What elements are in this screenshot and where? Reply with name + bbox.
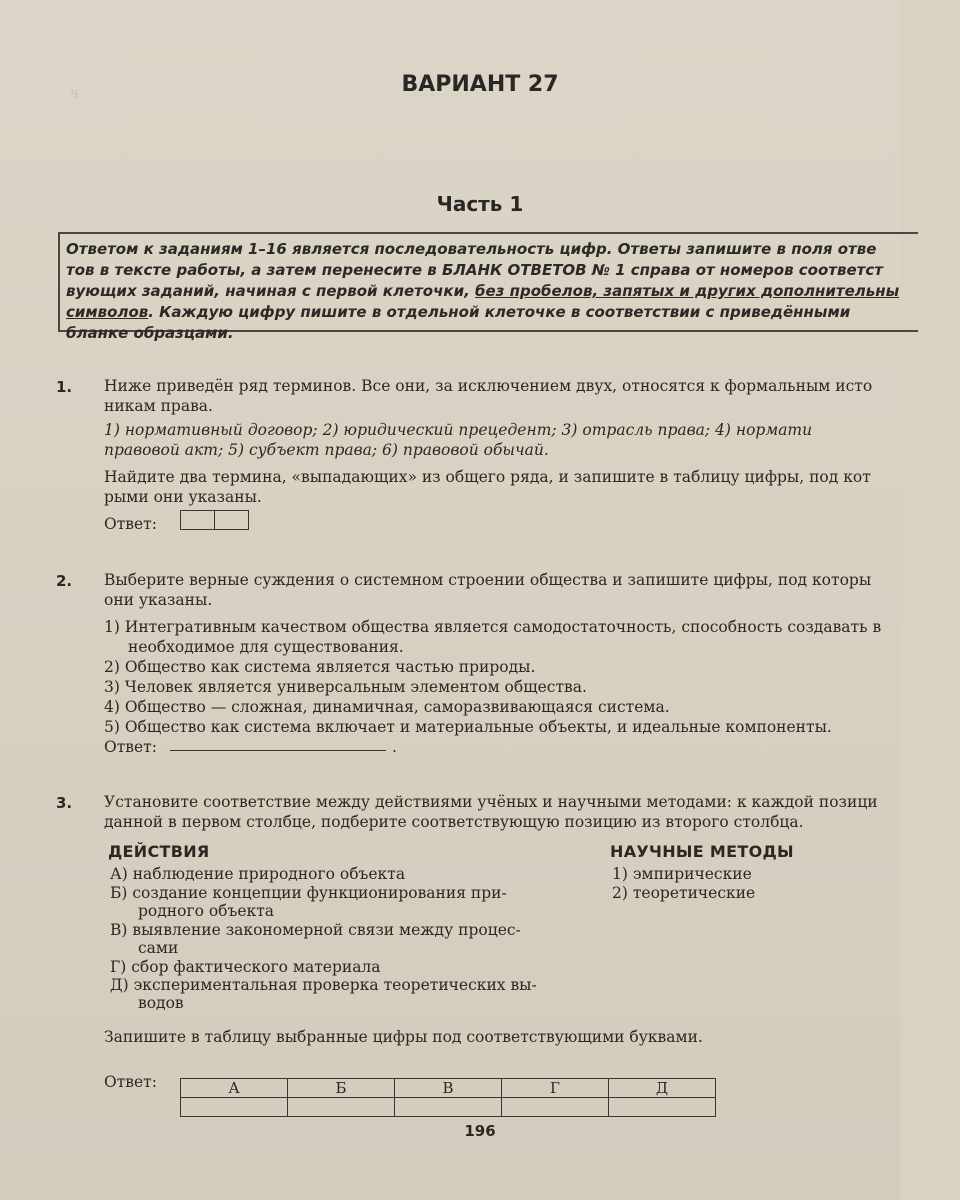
answer-table-header: В — [395, 1079, 502, 1098]
action-item-cont: сами — [138, 939, 179, 957]
answer-table-header: Б — [288, 1079, 395, 1098]
answer-cell-1[interactable] — [180, 510, 215, 530]
instructions-text: вующих заданий, начиная с первой клеточки, — [66, 282, 476, 300]
instructions-box — [58, 232, 918, 342]
answer-table-header: Д — [609, 1079, 716, 1098]
instructions-text: . Каждую цифру пишите в отдельной клеточке в соответствии с приведёнными — [148, 303, 851, 321]
question-text: Установите соответствие между действиями учёных и научными методами: к каждой позици — [104, 793, 878, 811]
option-5: 5) Общество как система включает и материальные объекты, и идеальные компоненты. — [104, 718, 832, 736]
instructions-line — [66, 302, 918, 323]
answer-cell-2[interactable] — [214, 510, 249, 530]
question-text: данной в первом столбце, подберите соответствующую позицию из второго столбца. — [104, 813, 804, 831]
method-item: 1) эмпирические — [612, 865, 752, 883]
instructions-underlined: символов — [66, 303, 149, 321]
actions-column-title: ДЕЙСТВИЯ — [108, 842, 210, 861]
option-4: 4) Общество — сложная, динамичная, саморазвивающаяся система. — [104, 698, 670, 716]
methods-column-title: НАУЧНЫЕ МЕТОДЫ — [610, 842, 794, 861]
variant-title: ВАРИАНТ 27 — [401, 72, 559, 97]
option-1: 1) Интегративным качеством общества является самодостаточность, способность создавать в — [104, 618, 882, 636]
action-item-cont: водов — [138, 994, 184, 1012]
task-text: рыми они указаны. — [104, 488, 262, 506]
question-text: Выберите верные суждения о системном строении общества и запишите цифры, под которы — [104, 571, 872, 589]
question-number: 3. — [56, 794, 73, 812]
terms-list: правовой акт; 5) субъект права; 6) правовой обычай. — [104, 441, 549, 459]
question-text: они указаны. — [104, 591, 213, 609]
bleed-through-text: ч . . . . . . . . . . . . . . . . . . . . . . . . . . . . . . . . . . . . . . . . . . . — [70, 86, 434, 101]
answer-table-header: А — [181, 1079, 288, 1098]
question-number: 2. — [56, 572, 73, 590]
instructions-underlined: без пробелов, запятых и других дополнительны — [475, 282, 900, 300]
task-text: Запишите в таблицу выбранные цифры под соответствующими буквами. — [104, 1028, 703, 1046]
option-2: 2) Общество как система является частью природы. — [104, 658, 536, 676]
question-text: никам права. — [104, 397, 213, 415]
answer-line-input[interactable] — [170, 750, 386, 751]
answer-label: Ответ: — [104, 738, 157, 756]
action-item: Г) сбор фактического материала — [110, 958, 381, 976]
action-item: Д) экспериментальная проверка теоретических вы- — [110, 976, 537, 994]
question-text: Ниже приведён ряд терминов. Все они, за исключением двух, относятся к формальным исто — [104, 377, 873, 395]
answer-table-header: Г — [502, 1079, 609, 1098]
page-number: 196 — [464, 1122, 496, 1140]
option-3: 3) Человек является универсальным элементом общества. — [104, 678, 587, 696]
part-title: Часть 1 — [436, 192, 524, 216]
answer-table — [180, 1078, 716, 1117]
instructions-line: Ответом к заданиям 1–16 является последовательность цифр. Ответы запишите в поля отве — [66, 240, 877, 258]
answer-dot: . — [392, 738, 397, 756]
answer-label: Ответ: — [104, 515, 157, 533]
method-item: 2) теоретические — [612, 884, 756, 902]
instructions-line: тов в тексте работы, а затем перенесите в БЛАНК ОТВЕТОВ № 1 справа от номеров соответст — [66, 261, 883, 279]
answer-table-cell[interactable] — [288, 1098, 395, 1117]
option-1-cont: необходимое для существования. — [128, 638, 404, 656]
action-item: Б) создание концепции функционирования при- — [110, 884, 507, 902]
question-number: 1. — [56, 378, 73, 396]
action-item: А) наблюдение природного объекта — [110, 865, 406, 883]
action-item-cont: родного объекта — [138, 902, 275, 920]
instructions-line: бланке образцами. — [66, 324, 234, 342]
terms-list: 1) нормативный договор; 2) юридический прецедент; 3) отрасль права; 4) нормати — [104, 421, 813, 439]
answer-table-cell[interactable] — [395, 1098, 502, 1117]
answer-table-cell[interactable] — [181, 1098, 288, 1117]
instructions-line — [66, 281, 918, 302]
answer-table-cell[interactable] — [609, 1098, 716, 1117]
answer-label: Ответ: — [104, 1073, 157, 1091]
task-text: Найдите два термина, «выпадающих» из общего ряда, и запишите в таблицу цифры, под кот — [104, 468, 871, 486]
action-item: В) выявление закономерной связи между процес- — [110, 921, 521, 939]
answer-table-cell[interactable] — [502, 1098, 609, 1117]
